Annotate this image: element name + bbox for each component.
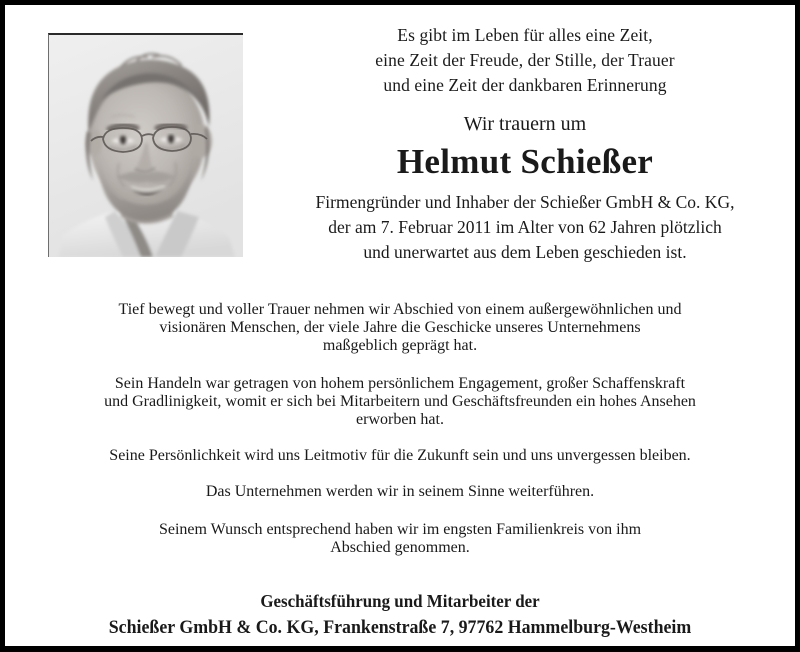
memorial-verse [255, 23, 795, 98]
verse-line-3: und eine Zeit der dankbaren Erinnerung [383, 75, 667, 95]
paragraph-5-line-1: Seinem Wunsch entsprechend haben wir im engsten Familienkreis von ihm [158, 521, 642, 538]
role-line-2: der am 7. Februar 2011 im Alter von 62 Jahren plötzlich [328, 217, 722, 237]
portrait-illustration [49, 35, 243, 257]
paragraph-2-line-2: und Gradlinigkeit, womit er sich bei Mitarbeitern und Geschäftsfreunden ein hohes Ansehen [104, 393, 696, 410]
paragraph-4-line-1: Das Unternehmen werden wir in seinem Sinne weiterführen. [205, 483, 595, 500]
obituary-body [10, 281, 790, 573]
signature-company-address-line: Schießer GmbH & Co. KG, Frankenstraße 7, 97762 Hammelburg-Westheim [108, 617, 692, 638]
deceased-role-text [255, 190, 795, 265]
paragraph-5-line-2: Abschied genommen. [330, 539, 470, 556]
signature-block [10, 588, 790, 641]
paragraph-1-line-3: maßgeblich geprägt hat. [322, 337, 478, 354]
paragraph-3-line-1: Seine Persönlichkeit wird uns Leitmotiv für die Zukunft sein und uns unvergessen bleiben. [109, 447, 691, 464]
signature-management-line: Geschäftsführung und Mitarbeiter der [260, 591, 540, 611]
portrait-photo-deceased [48, 33, 243, 257]
role-line-3: und unerwartet aus dem Leben geschieden ist. [363, 242, 687, 262]
paragraph-2-line-1: Sein Handeln war getragen von hohem persönlichem Engagement, großer Schaffenskraft [114, 375, 686, 392]
verse-line-1: Es gibt im Leben für alles eine Zeit, [397, 25, 653, 45]
header-text-block [255, 23, 795, 265]
paragraph-1-line-2: visionären Menschen, der viele Jahre die Geschicke unseres Unternehmens [159, 319, 641, 336]
paragraph-2-line-3: erworben hat. [356, 411, 444, 428]
paragraph-1-line-1: Tief bewegt und voller Trauer nehmen wir Abschied von einem außergewöhnlichen und [118, 301, 682, 318]
verse-line-2: eine Zeit der Freude, der Stille, der Trauer [375, 50, 675, 70]
notice-header-section [5, 5, 795, 263]
mourning-statement: Wir trauern um [463, 113, 587, 135]
deceased-name: Helmut Schießer [396, 142, 654, 181]
role-line-1: Firmengründer und Inhaber der Schießer GmbH & Co. KG, [315, 192, 735, 212]
